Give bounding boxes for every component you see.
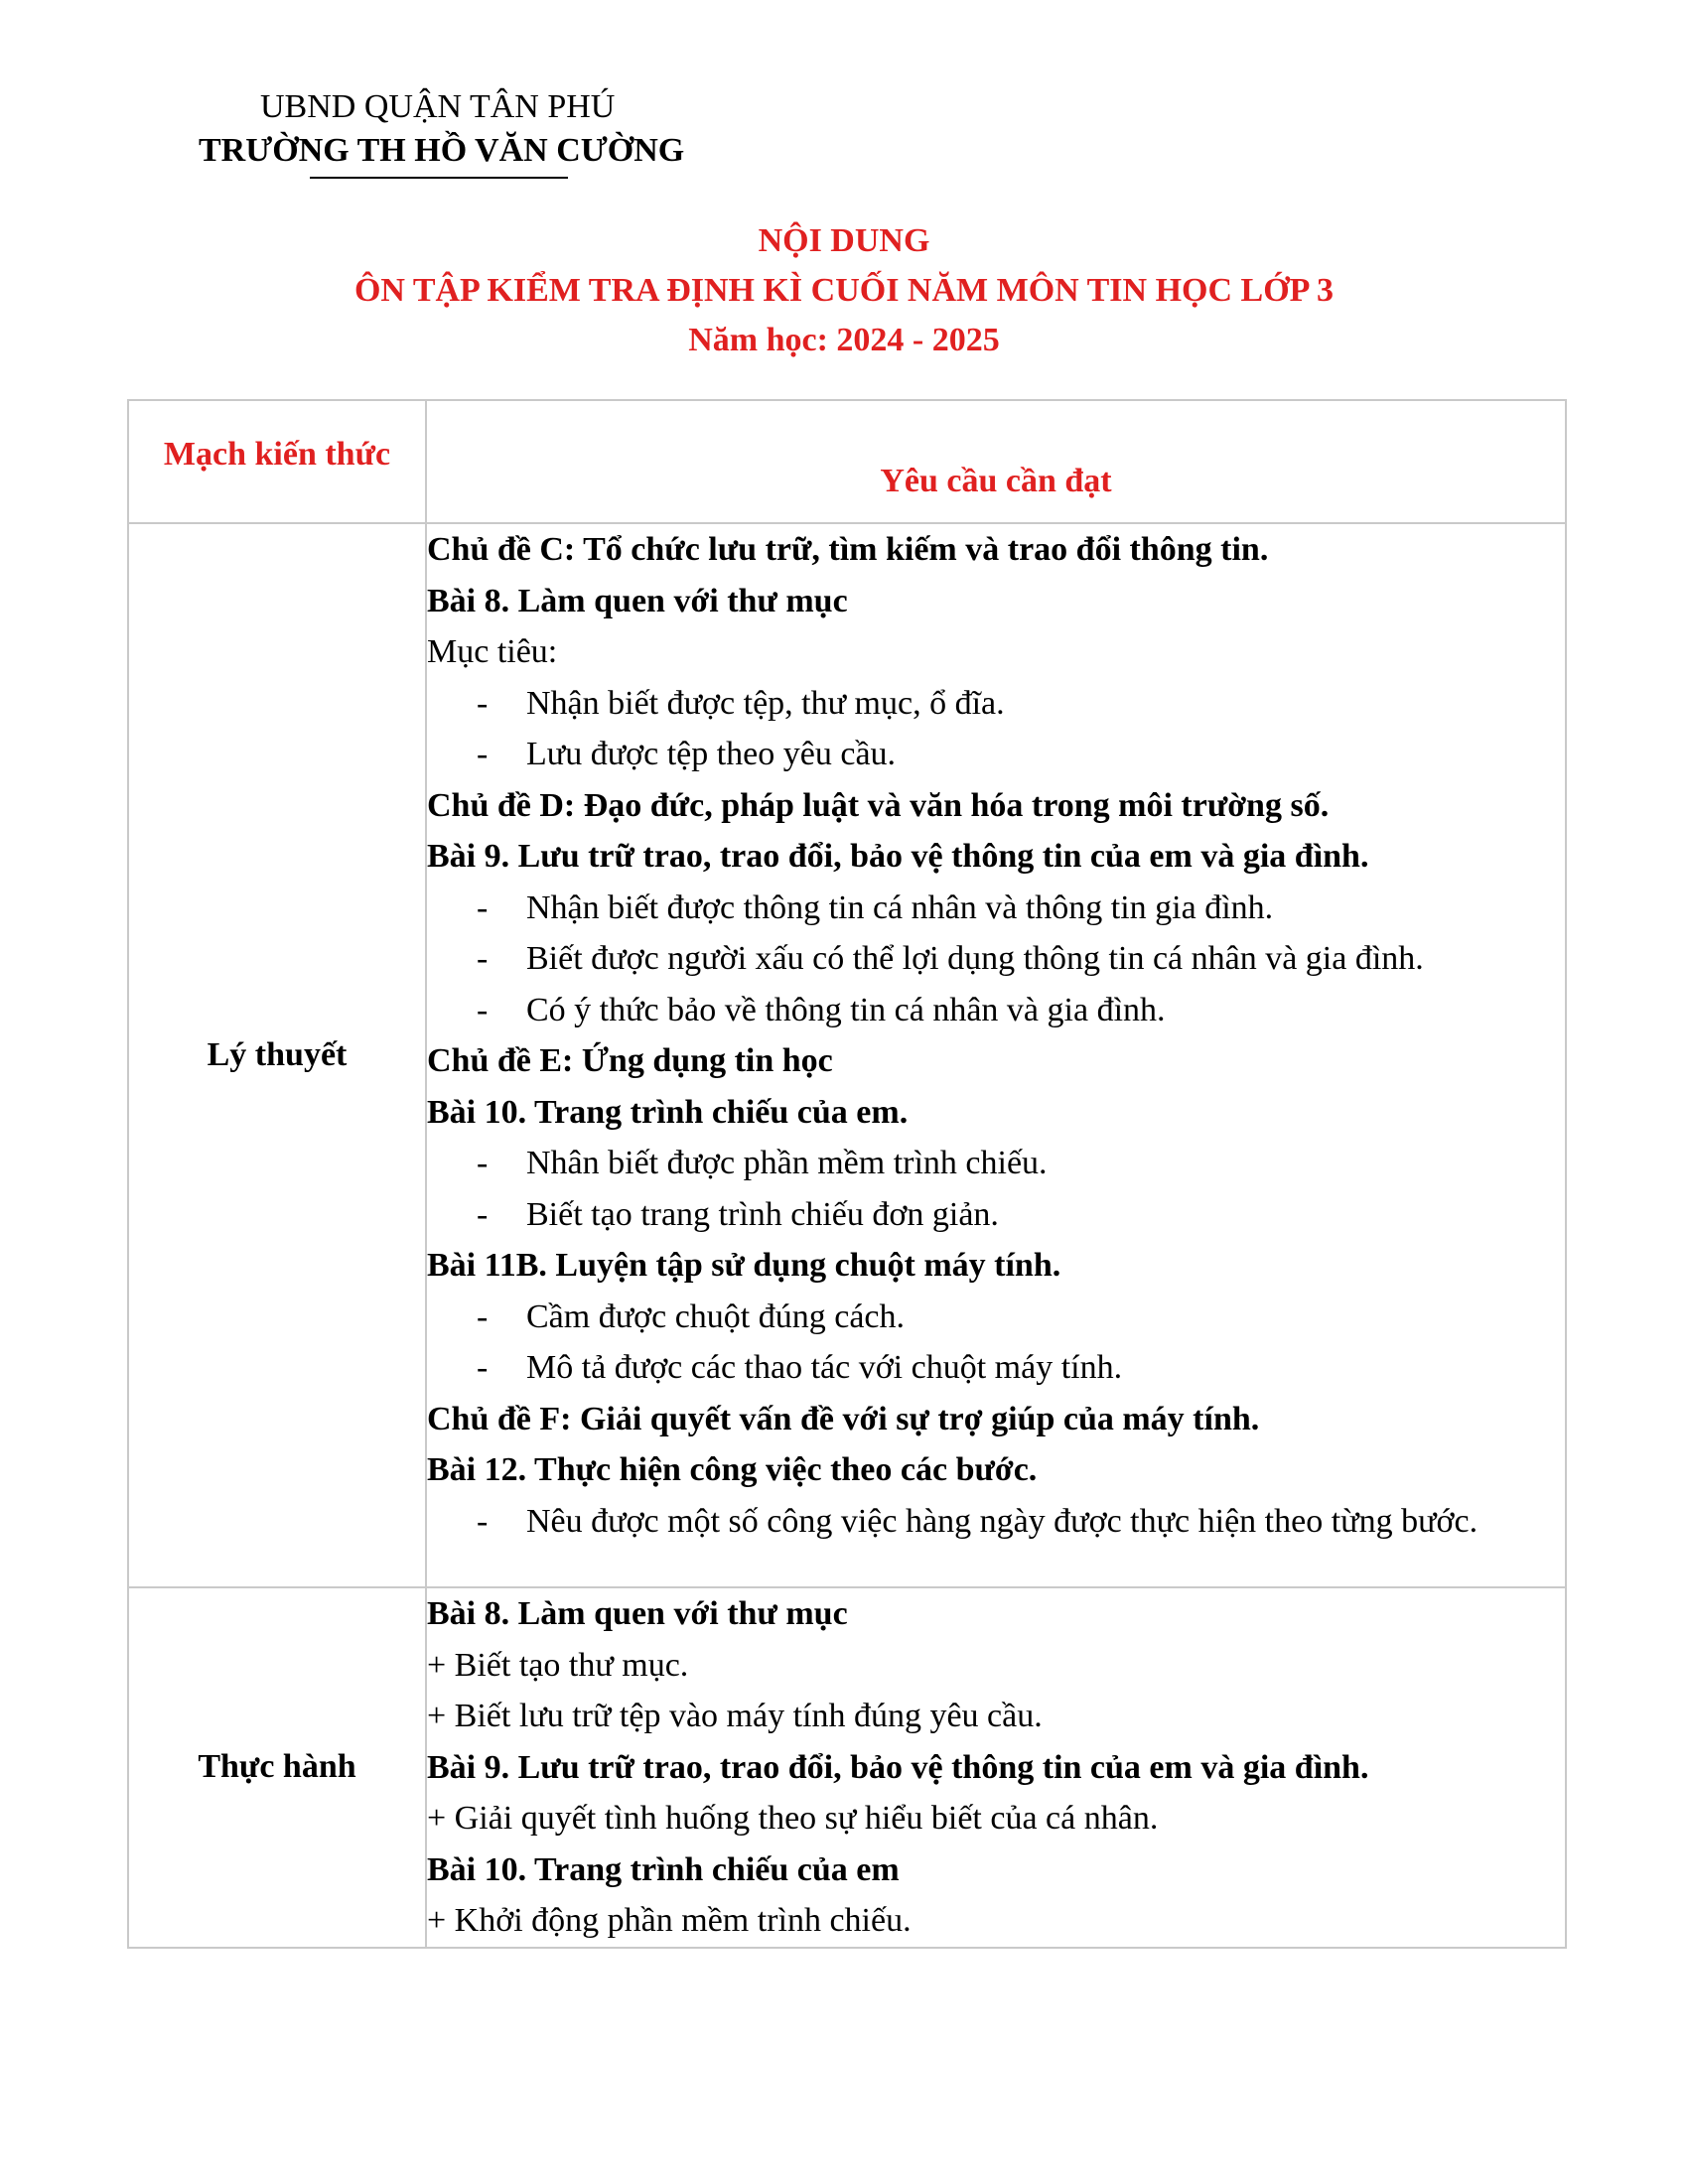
section-heading: Chủ đề F: Giải quyết vấn đề với sự trợ giúp của máy tính. bbox=[427, 1400, 1260, 1437]
section-heading: Chủ đề D: Đạo đức, pháp luật và văn hóa trong môi trường số. bbox=[427, 786, 1330, 824]
list-item: - Biết được người xấu có thể lợi dụng thông tin cá nhân và gia đình. bbox=[427, 933, 1565, 985]
list-item: - Lưu được tệp theo yêu cầu. bbox=[427, 729, 1565, 780]
section-heading: Bài 9. Lưu trữ trao, trao đổi, bảo vệ thông tin của em và gia đình. bbox=[427, 838, 1369, 875]
row-content-practice bbox=[426, 1587, 1566, 1948]
title-line-3: Năm học: 2024 - 2025 bbox=[688, 322, 1000, 358]
section-heading: Bài 8. Làm quen với thư mục bbox=[427, 582, 848, 619]
text-line: Mục tiêu: bbox=[427, 633, 558, 670]
text-line: + Biết lưu trữ tệp vào máy tính đúng yêu cầu. bbox=[427, 1698, 1043, 1734]
section-heading: Chủ đề C: Tổ chức lưu trữ, tìm kiếm và trao đổi thông tin. bbox=[427, 531, 1269, 568]
list-item: - Nhân biết được phần mềm trình chiếu. bbox=[427, 1138, 1565, 1189]
list-item: - Biết tạo trang trình chiếu đơn giản. bbox=[427, 1189, 1565, 1241]
text-line: + Biết tạo thư mục. bbox=[427, 1646, 689, 1684]
table-row bbox=[128, 523, 1566, 1587]
row-content-theory bbox=[426, 523, 1566, 1587]
header-underline bbox=[310, 177, 568, 179]
list-item: - Nêu được một số công việc hàng ngày được thực hiện theo từng bước. bbox=[427, 1496, 1565, 1548]
section-heading: Bài 10. Trang trình chiếu của em. bbox=[427, 1093, 909, 1131]
table-header-row bbox=[128, 400, 1566, 523]
title-line-2: ÔN TẬP KIỂM TRA ĐỊNH KÌ CUỐI NĂM MÔN TIN HỌC LỚP 3 bbox=[353, 272, 1335, 309]
document-title bbox=[0, 216, 1688, 365]
list-item: - Cầm được chuột đúng cách. bbox=[427, 1292, 1565, 1343]
header-requirements: Yêu cầu cần đạt bbox=[426, 400, 1566, 523]
header-knowledge-strand: Mạch kiến thức bbox=[128, 400, 426, 523]
section-heading: Bài 8. Làm quen với thư mục bbox=[427, 1595, 848, 1632]
section-heading: Bài 11B. Luyện tập sử dụng chuột máy tính. bbox=[427, 1247, 1061, 1284]
text-line: + Giải quyết tình huống theo sự hiểu biết của cá nhân. bbox=[427, 1800, 1159, 1837]
organization-name: UBND QUẬN TÂN PHÚ bbox=[260, 88, 616, 125]
section-heading: Bài 9. Lưu trữ trao, trao đổi, bảo vệ thông tin của em và gia đình. bbox=[427, 1748, 1369, 1786]
requirements-table bbox=[127, 399, 1567, 1949]
section-heading: Bài 12. Thực hiện công việc theo các bước. bbox=[427, 1451, 1038, 1488]
list-item: - Nhận biết được thông tin cá nhân và thông tin gia đình. bbox=[427, 883, 1565, 934]
table-row bbox=[128, 1587, 1566, 1948]
text-line: + Khởi động phần mềm trình chiếu. bbox=[427, 1902, 912, 1939]
school-name: TRƯỜNG TH HỒ VĂN CƯỜNG bbox=[199, 132, 685, 169]
title-line-1: NỘI DUNG bbox=[758, 222, 930, 259]
list-item: - Mô tả được các thao tác với chuột máy tính. bbox=[427, 1342, 1565, 1394]
section-heading: Chủ đề E: Ứng dụng tin học bbox=[427, 1042, 833, 1079]
list-item: - Có ý thức bảo về thông tin cá nhân và gia đình. bbox=[427, 985, 1565, 1036]
row-label-practice: Thực hành bbox=[128, 1587, 426, 1948]
section-heading: Bài 10. Trang trình chiếu của em bbox=[427, 1850, 900, 1888]
list-item: - Nhận biết được tệp, thư mục, ổ đĩa. bbox=[427, 678, 1565, 730]
row-label-theory: Lý thuyết bbox=[128, 523, 426, 1587]
document-header bbox=[199, 85, 684, 173]
